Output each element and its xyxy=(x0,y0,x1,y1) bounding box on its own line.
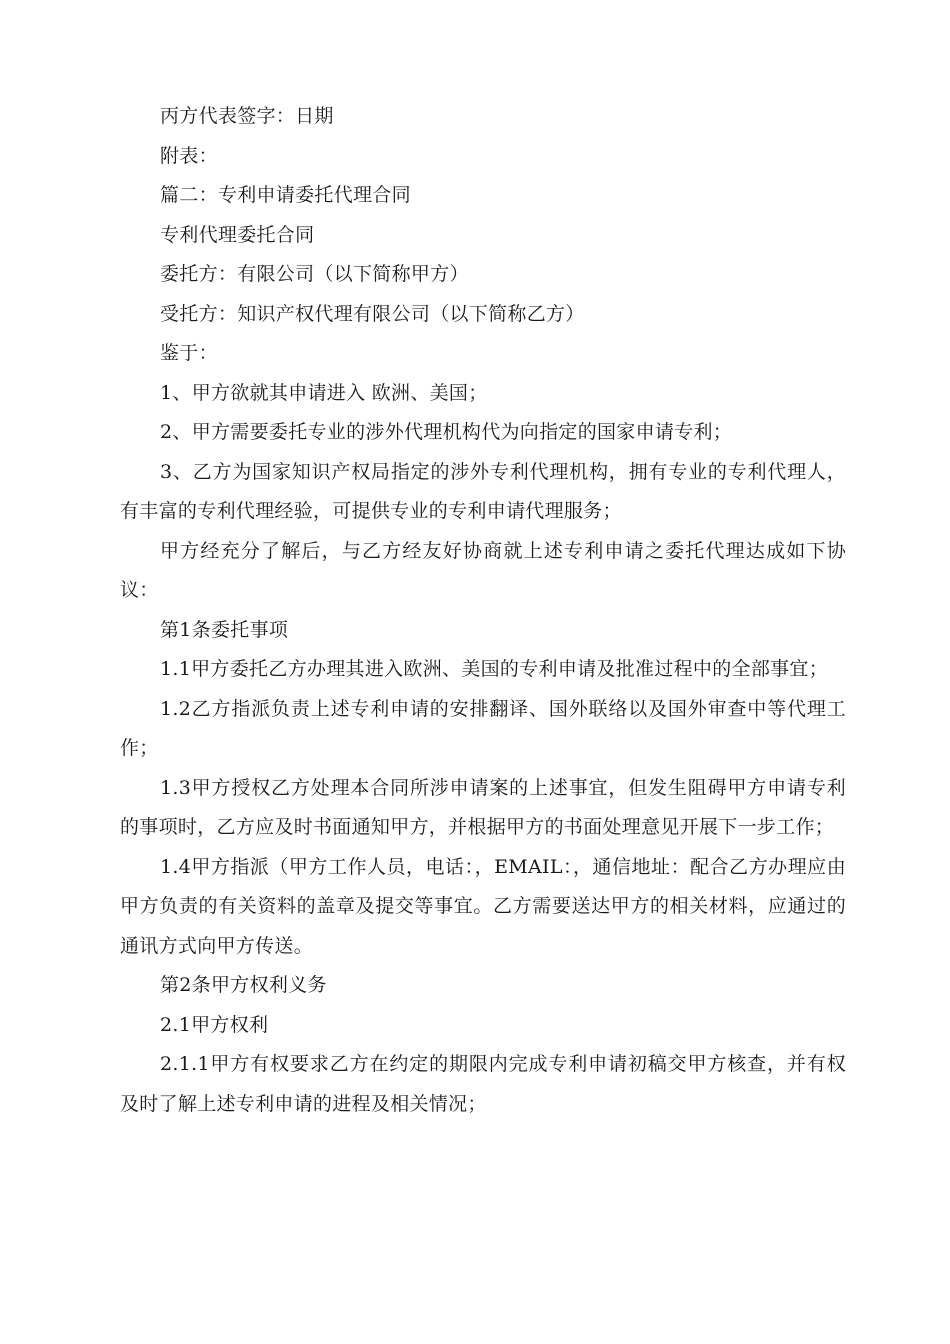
signature-line: 丙方代表签字：日期 xyxy=(160,105,334,127)
clause-1-3: 1.3甲方授权乙方处理本合同所涉申请案的上述事宜，但发生阻碍甲方申请专利的事项时，乙方应及时书面通知甲方，并根据甲方的书面处理意见开展下一步工作； xyxy=(120,776,846,838)
article-1-heading: 第1条委托事项 xyxy=(160,618,289,641)
contract-title: 专利代理委托合同 xyxy=(160,223,315,246)
document-body xyxy=(120,97,846,1124)
clause-1-4: 1.4甲方指派（甲方工作人员，电话：，EMAIL：，通信地址：配合乙方办理应由甲方负责的有关资料的盖章及提交等事宜。乙方需要送达甲方的相关材料，应通过的通讯方式向甲方传送。 xyxy=(120,855,846,957)
clause-1-2: 1.2乙方指派负责上述专利申请的安排翻译、国外联络以及国外审查中等代理工作； xyxy=(120,697,846,759)
whereas-heading: 鉴于： xyxy=(160,342,218,364)
agent-party: 受托方：知识产权代理有限公司（以下简称乙方） xyxy=(160,302,585,325)
attachment-label: 附表： xyxy=(160,144,218,167)
recital-3: 3、乙方为国家知识产权局指定的涉外专利代理机构，拥有专业的专利代理人，有丰富的专利代理经验，可提供专业的专利申请代理服务； xyxy=(120,460,846,522)
clause-2-1: 2.1甲方权利 xyxy=(160,1013,269,1036)
agreement-intro: 甲方经充分了解后，与乙方经友好协商就上述专利申请之委托代理达成如下协议： xyxy=(120,539,846,601)
recital-1: 1、甲方欲就其申请进入 欧洲、美国； xyxy=(160,381,488,404)
clause-1-1: 1.1甲方委托乙方办理其进入欧洲、美国的专利申请及批准过程中的全部事宜； xyxy=(160,658,829,680)
clause-2-1-1: 2.1.1甲方有权要求乙方在约定的期限内完成专利申请初稿交甲方核查，并有权及时了解上述专利申请的进程及相关情况； xyxy=(120,1053,846,1115)
recital-2: 2、甲方需要委托专业的涉外代理机构代为向指定的国家申请专利； xyxy=(160,421,733,443)
article-2-heading: 第2条甲方权利义务 xyxy=(160,974,327,996)
principal-party: 委托方：有限公司（以下简称甲方） xyxy=(160,263,469,285)
section-heading: 篇二：专利申请委托代理合同 xyxy=(160,184,411,206)
